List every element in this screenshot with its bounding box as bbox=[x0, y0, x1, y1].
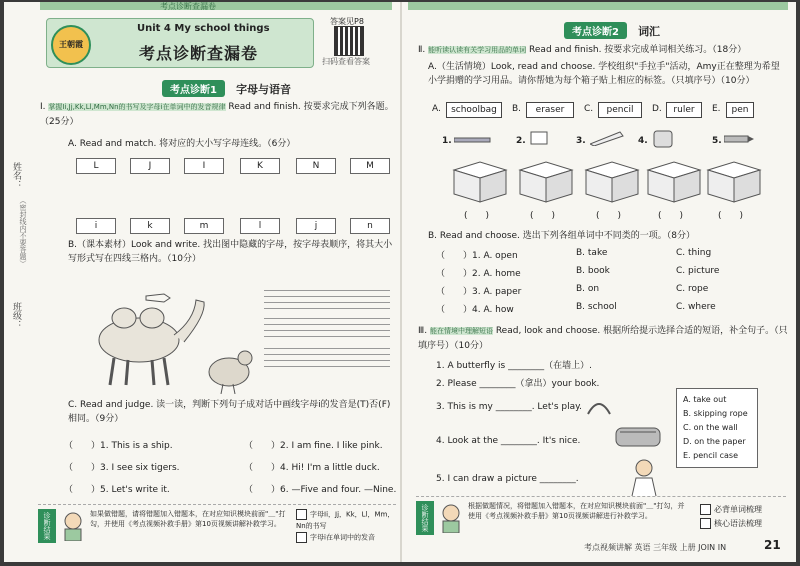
checkbox[interactable] bbox=[700, 518, 711, 529]
check-label: 必背单词梳理 bbox=[714, 505, 762, 514]
upper-card[interactable]: L bbox=[76, 158, 116, 174]
choose-row bbox=[436, 266, 776, 279]
upper-card[interactable]: I bbox=[184, 158, 224, 174]
name-label: 姓名： bbox=[11, 162, 21, 189]
fill-item: 4. Look at the ________. It's nice. bbox=[436, 436, 581, 446]
answer-blank[interactable]: （ ） bbox=[64, 441, 101, 451]
header-band-right bbox=[408, 2, 788, 10]
footer-text: 如果做错题，请将错题加入错题本，在对应知识模块前面"＿"打勾，并使用《考点视频补救手册》第10页视频讲解补救学习。 bbox=[90, 510, 286, 528]
fill-item: 2. Please ________（拿出）your book. bbox=[436, 379, 600, 389]
unit-title: Unit 4 My school things bbox=[137, 23, 270, 34]
part2-num: Ⅱ. bbox=[418, 45, 426, 55]
student-avatar-icon bbox=[60, 511, 86, 541]
student-avatar-icon bbox=[438, 503, 464, 533]
answer-blank[interactable]: （ ） bbox=[436, 269, 473, 279]
judge-item bbox=[64, 438, 173, 451]
label-word[interactable]: schoolbag bbox=[446, 102, 502, 118]
page-number: 21 bbox=[764, 538, 781, 552]
label-word[interactable]: pen bbox=[726, 102, 754, 118]
judge-item bbox=[64, 460, 180, 473]
answer-blank[interactable]: （ ） bbox=[64, 463, 101, 473]
phrase-option: D. on the paper bbox=[683, 437, 746, 446]
hand-icon bbox=[144, 286, 174, 306]
answer-blank[interactable]: （ ） bbox=[436, 287, 473, 297]
page-footer-text: 考点视频讲解 英语 三年级 上册 JOIN IN bbox=[584, 543, 727, 552]
rope-icon bbox=[586, 398, 612, 418]
answer-blank[interactable]: （ ） bbox=[244, 441, 281, 451]
checkbox[interactable] bbox=[296, 509, 307, 520]
answer-blank[interactable]: （ ） bbox=[244, 463, 281, 473]
sentence: 6. —Five and four. —Nine. bbox=[280, 485, 397, 495]
taskB-instruction: B.（课本素材）Look and write. 找出图中隐藏的字母，按字母表顺序，将其大小写形式写在四线三格内。（10分） bbox=[68, 240, 393, 264]
item-number: 1. bbox=[442, 136, 452, 146]
answer-blank[interactable]: （ ） bbox=[436, 305, 473, 315]
lower-card[interactable]: m bbox=[184, 218, 224, 234]
item-number: 4. bbox=[638, 136, 648, 146]
judge-item bbox=[244, 482, 396, 495]
schoolbag-icon bbox=[652, 126, 674, 148]
part2-instruction bbox=[418, 42, 788, 55]
section1-title: 字母与语音 bbox=[236, 83, 292, 96]
answer-blank[interactable]: （ ） bbox=[64, 485, 101, 495]
footer-text: 根据做题情况，将错题加入错题本，在对应知识模块前面"＿"打勾，并使用《考点视频补救手册》第10页视频讲解进行补救学习。 bbox=[468, 502, 685, 520]
taskA-instruction: A. Read and match. 将对应的大小写字母连线。（6分） bbox=[68, 139, 296, 149]
hen-illustration bbox=[199, 344, 259, 394]
item-number: 3. bbox=[576, 136, 586, 146]
sentence: 2. I am fine. I like pink. bbox=[280, 441, 383, 451]
option-c: C. rope bbox=[676, 284, 709, 294]
lower-card[interactable]: i bbox=[76, 218, 116, 234]
check-label: 字母Ii，Jj，Kk，Ll，Mm，Nn的书写 bbox=[296, 510, 395, 530]
fill-item: 1. A butterfly is ________（在墙上）. bbox=[436, 361, 592, 371]
binding-margin bbox=[4, 2, 32, 562]
page-spine bbox=[400, 2, 402, 562]
booklet-spread bbox=[4, 2, 796, 562]
answer-blank[interactable]: （ ） bbox=[244, 485, 281, 495]
part3-text: Read, look and choose. 根据所给提示选择合适的短语，补全句子。（只填序号）（10分） bbox=[418, 326, 788, 351]
publisher-logo: 王朝霞 bbox=[51, 25, 91, 65]
section2-tag: 考点诊断2 bbox=[564, 22, 627, 39]
label-letter: D. bbox=[652, 104, 662, 114]
r-taskB-instruction: B. Read and choose. 选出下列各组单词中不同类的一项。（8分） bbox=[428, 231, 696, 241]
label-word[interactable]: ruler bbox=[666, 102, 702, 118]
footer-checklist bbox=[296, 509, 396, 543]
section1-header bbox=[162, 78, 292, 96]
lower-card[interactable]: k bbox=[130, 218, 170, 234]
child-drawing-icon bbox=[624, 456, 664, 496]
header-band bbox=[40, 2, 392, 10]
answer-blank[interactable]: ( ) bbox=[530, 211, 556, 221]
label-letter: A. bbox=[432, 104, 441, 114]
check-item[interactable] bbox=[700, 503, 784, 517]
phrase-options bbox=[676, 388, 758, 468]
option-c: C. thing bbox=[676, 248, 712, 258]
class-label: 班级： bbox=[11, 302, 21, 329]
section1-tag: 考点诊断1 bbox=[162, 80, 225, 97]
part3-num: Ⅲ. bbox=[418, 326, 428, 336]
lower-card[interactable]: n bbox=[350, 218, 390, 234]
check-label: 字母i在单词中的发音 bbox=[310, 533, 375, 541]
option-a: 4. A. how bbox=[472, 305, 514, 315]
option-a: 2. A. home bbox=[472, 269, 521, 279]
label-letter: B. bbox=[512, 104, 522, 114]
answer-blank[interactable]: ( ) bbox=[464, 211, 490, 221]
judge-item bbox=[244, 460, 380, 473]
upper-card[interactable]: N bbox=[296, 158, 336, 174]
check-item[interactable] bbox=[296, 509, 396, 532]
sentence: 4. Hi! I'm a little duck. bbox=[280, 463, 380, 473]
box-icon bbox=[450, 156, 510, 204]
sentence: 1. This is a ship. bbox=[100, 441, 173, 451]
header-strip: 考点诊断查漏卷 bbox=[160, 2, 216, 11]
box-icon bbox=[582, 156, 642, 204]
box-icon bbox=[704, 156, 764, 204]
section2-title: 词汇 bbox=[638, 25, 661, 38]
ruler-icon bbox=[590, 130, 624, 146]
upper-card[interactable]: J bbox=[130, 158, 170, 174]
part3-requirement: 能在情境中理解短语 bbox=[429, 327, 493, 335]
option-b: B. take bbox=[576, 248, 608, 258]
check-item[interactable] bbox=[296, 532, 396, 544]
answer-ref: 答案见P8 bbox=[330, 17, 364, 26]
choose-row bbox=[436, 284, 776, 297]
part1-text: Read and finish. 按要求完成下列各题。（25分） bbox=[40, 102, 394, 127]
option-b: B. school bbox=[576, 302, 617, 312]
sentence: 3. I see six tigers. bbox=[100, 463, 180, 473]
main-title: 考点诊断查漏卷 bbox=[139, 44, 259, 63]
label-word[interactable]: pencil bbox=[598, 102, 642, 118]
part1-num: Ⅰ. bbox=[40, 102, 46, 112]
part1-requirement: 掌握Ii,Jj,Kk,Ll,Mm,Nn的书写及字母i在单词中的发音规律 bbox=[48, 103, 226, 111]
diagnosis-badge: 诊断结果 bbox=[416, 501, 434, 535]
right-footer bbox=[416, 496, 786, 535]
item-number: 5. bbox=[712, 136, 722, 146]
lower-card[interactable]: l bbox=[240, 218, 280, 234]
eraser-icon bbox=[530, 130, 550, 146]
fill-item: 3. This is my ________. Let's play. bbox=[436, 402, 583, 412]
phrase-option: E. pencil case bbox=[683, 451, 738, 460]
option-a: 3. A. paper bbox=[472, 287, 522, 297]
option-c: C. picture bbox=[676, 266, 720, 276]
label-letter: E. bbox=[712, 104, 721, 114]
fill-item: 5. I can draw a picture ________. bbox=[436, 474, 579, 484]
phrase-option: C. on the wall bbox=[683, 423, 738, 432]
footer-checklist bbox=[700, 503, 784, 531]
box-icon bbox=[644, 156, 704, 204]
checkbox[interactable] bbox=[700, 504, 711, 515]
judge-item bbox=[64, 482, 170, 495]
part2-requirement: 能听读认读有关学习用品的单词 bbox=[428, 46, 527, 54]
part3-instruction bbox=[418, 324, 788, 354]
section2-header bbox=[564, 20, 661, 38]
pencil-icon bbox=[724, 134, 754, 144]
checkbox[interactable] bbox=[296, 532, 307, 543]
option-c: C. where bbox=[676, 302, 716, 312]
item-number: 2. bbox=[516, 136, 526, 146]
box-icon bbox=[516, 156, 576, 204]
phrase-option: A. take out bbox=[683, 395, 727, 404]
camel-illustration bbox=[64, 280, 214, 390]
diagnosis-badge: 诊断结果 bbox=[38, 509, 56, 543]
answer-blank[interactable]: ( ) bbox=[658, 211, 684, 221]
qr-caption: 扫码查看答案 bbox=[322, 57, 370, 66]
upper-card[interactable]: K bbox=[240, 158, 280, 174]
seal-note: （密封线内不要答题） bbox=[19, 197, 27, 267]
title-banner bbox=[46, 18, 314, 68]
sentence: 5. Let's write it. bbox=[100, 485, 170, 495]
lower-card[interactable]: j bbox=[296, 218, 336, 234]
check-item[interactable] bbox=[700, 517, 784, 531]
check-label: 核心语法梳理 bbox=[714, 519, 762, 528]
judge-item bbox=[244, 438, 383, 451]
part2-text: Read and finish. 按要求完成单词相关练习。（18分） bbox=[529, 45, 747, 55]
option-b: B. book bbox=[576, 266, 610, 276]
option-b: B. on bbox=[576, 284, 600, 294]
qr-code[interactable] bbox=[334, 26, 364, 56]
upper-card[interactable]: M bbox=[350, 158, 390, 174]
pen-icon bbox=[454, 135, 494, 145]
phrase-option: B. skipping rope bbox=[683, 409, 748, 418]
left-footer bbox=[38, 504, 396, 543]
label-letter: C. bbox=[584, 104, 594, 114]
answer-blank[interactable]: ( ) bbox=[596, 211, 622, 221]
part1-instruction bbox=[40, 100, 396, 130]
taskC-instruction: C. Read and judge. 读一读，判断下列句子成对话中画线字母i的发音是(T)否(F)相同。（9分） bbox=[68, 400, 391, 424]
option-a: 1. A. open bbox=[472, 251, 518, 261]
choose-row bbox=[436, 248, 776, 261]
choose-row bbox=[436, 302, 776, 315]
label-word[interactable]: eraser bbox=[526, 102, 574, 118]
pencil-case-icon bbox=[614, 424, 664, 450]
answer-blank[interactable]: （ ） bbox=[436, 251, 473, 261]
r-taskA-instruction: A.（生活情境）Look, read and choose. 学校组织"手拉手"活动，Amy正在整理为希望小学捐赠的学习用品。请你帮她为每个箱子贴上相应的标签。（只填序号）（10分） bbox=[428, 62, 780, 86]
answer-blank[interactable]: ( ) bbox=[718, 211, 744, 221]
